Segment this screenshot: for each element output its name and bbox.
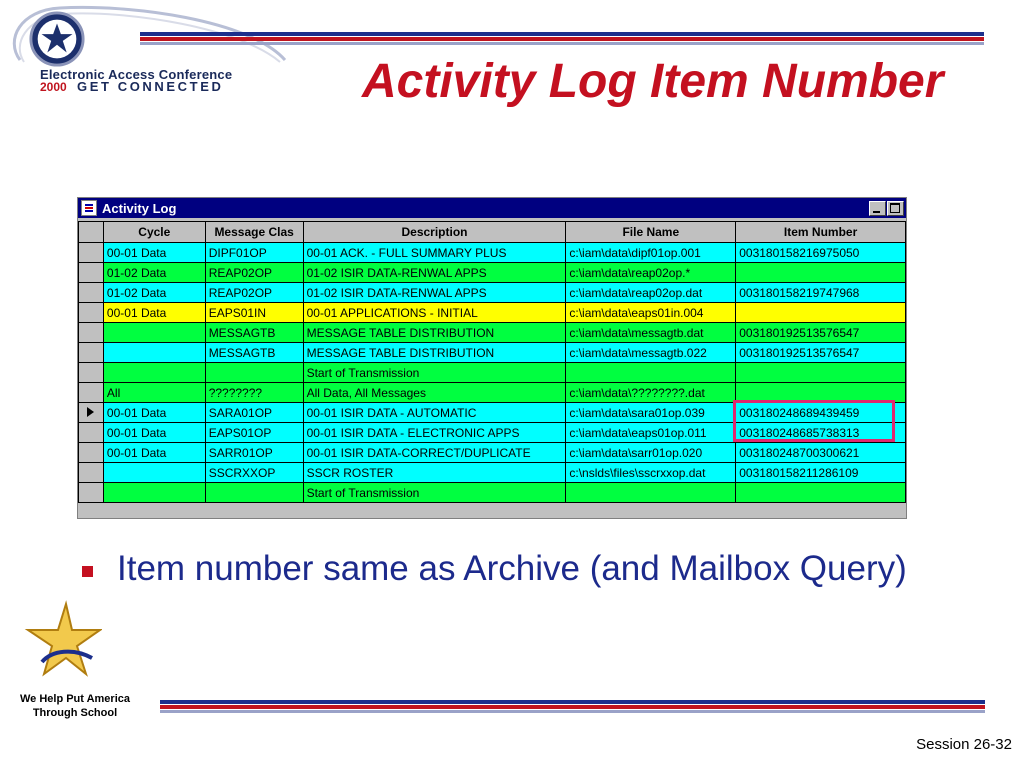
cell-file-name[interactable]: c:\nslds\files\sscrxxop.dat	[566, 463, 736, 483]
cell-cycle[interactable]: 00-01 Data	[103, 423, 205, 443]
cell-description[interactable]: MESSAGE TABLE DISTRIBUTION	[303, 323, 566, 343]
cell-description[interactable]: 01-02 ISIR DATA-RENWAL APPS	[303, 283, 566, 303]
cell-description[interactable]: Start of Transmission	[303, 363, 566, 383]
row-selector[interactable]	[79, 363, 104, 383]
table-row[interactable]	[79, 243, 906, 263]
cell-item-number[interactable]: 003180192513576547	[736, 343, 906, 363]
cell-cycle[interactable]	[103, 463, 205, 483]
cell-item-number[interactable]: 003180248700300621	[736, 443, 906, 463]
cell-cycle[interactable]	[103, 343, 205, 363]
cell-file-name[interactable]	[566, 483, 736, 503]
cell-file-name[interactable]: c:\iam\data\sara01op.039	[566, 403, 736, 423]
bullet-text: Item number same as Archive (and Mailbox Query)	[117, 549, 907, 588]
cell-description[interactable]: Start of Transmission	[303, 483, 566, 503]
cell-cycle[interactable]: 00-01 Data	[103, 303, 205, 323]
slogan-line-2: Through School	[32, 707, 118, 719]
cell-file-name[interactable]: c:\iam\data\eaps01op.011	[566, 423, 736, 443]
cell-message-class[interactable]	[205, 363, 303, 383]
cell-item-number[interactable]	[736, 363, 906, 383]
cell-file-name[interactable]: c:\iam\data\dipf01op.001	[566, 243, 736, 263]
table-row[interactable]	[79, 283, 906, 303]
app-icon	[81, 200, 97, 216]
conference-name: Electronic Access Conference	[40, 67, 233, 82]
row-selector[interactable]	[79, 243, 104, 263]
table-row[interactable]	[79, 483, 906, 503]
cell-cycle[interactable]	[103, 483, 205, 503]
cell-item-number[interactable]: 003180192513576547	[736, 323, 906, 343]
activity-log-window	[77, 197, 907, 519]
cell-item-number[interactable]	[736, 303, 906, 323]
cell-cycle[interactable]: 01-02 Data	[103, 283, 205, 303]
cell-message-class[interactable]	[205, 483, 303, 503]
footer-rule	[160, 700, 985, 713]
cell-description[interactable]: MESSAGE TABLE DISTRIBUTION	[303, 343, 566, 363]
cell-message-class[interactable]: DIPF01OP	[205, 243, 303, 263]
cell-message-class[interactable]: EAPS01OP	[205, 423, 303, 443]
row-selector[interactable]	[79, 383, 104, 403]
cell-description[interactable]: 01-02 ISIR DATA-RENWAL APPS	[303, 263, 566, 283]
column-header-item-number[interactable]: Item Number	[736, 222, 906, 243]
table-row[interactable]	[79, 463, 906, 483]
row-selector[interactable]	[79, 463, 104, 483]
cell-description[interactable]: 00-01 ISIR DATA-CORRECT/DUPLICATE	[303, 443, 566, 463]
row-selector[interactable]	[79, 483, 104, 503]
cell-description[interactable]: All Data, All Messages	[303, 383, 566, 403]
cell-description[interactable]: 00-01 ISIR DATA - AUTOMATIC	[303, 403, 566, 423]
cell-description[interactable]: 00-01 ISIR DATA - ELECTRONIC APPS	[303, 423, 566, 443]
row-selector[interactable]	[79, 323, 104, 343]
row-selector[interactable]	[79, 403, 104, 423]
window-title: Activity Log	[102, 200, 177, 216]
item-number-highlight	[733, 400, 895, 442]
cell-item-number[interactable]: 003180248689439459	[736, 403, 906, 423]
cell-message-class[interactable]: SSCRXXOP	[205, 463, 303, 483]
cell-message-class[interactable]: REAP02OP	[205, 263, 303, 283]
row-selector[interactable]	[79, 283, 104, 303]
header-rule	[140, 32, 984, 45]
cell-cycle[interactable]: All	[103, 383, 205, 403]
table-row[interactable]	[79, 363, 906, 383]
column-header-file-name[interactable]: File Name	[566, 222, 736, 243]
cell-file-name[interactable]: c:\iam\data\reap02op.dat	[566, 283, 736, 303]
activity-log-grid	[78, 221, 906, 503]
window-titlebar[interactable]	[78, 198, 906, 218]
cell-item-number[interactable]	[736, 263, 906, 283]
maximize-button[interactable]	[887, 201, 904, 216]
cell-message-class[interactable]: SARR01OP	[205, 443, 303, 463]
cell-cycle[interactable]	[103, 363, 205, 383]
table-row[interactable]	[79, 323, 906, 343]
cell-cycle[interactable]: 00-01 Data	[103, 243, 205, 263]
minimize-button[interactable]	[869, 201, 886, 216]
cell-message-class[interactable]: SARA01OP	[205, 403, 303, 423]
cell-file-name[interactable]: c:\iam\data\sarr01op.020	[566, 443, 736, 463]
cell-cycle[interactable]: 00-01 Data	[103, 403, 205, 423]
cell-description[interactable]: 00-01 APPLICATIONS - INITIAL	[303, 303, 566, 323]
slogan	[5, 692, 145, 720]
current-row-arrow-icon	[87, 407, 94, 417]
conference-seal-icon	[28, 10, 86, 68]
cell-file-name[interactable]	[566, 363, 736, 383]
row-selector[interactable]	[79, 423, 104, 443]
cell-file-name[interactable]: c:\iam\data\reap02op.*	[566, 263, 736, 283]
cell-description[interactable]: 00-01 ACK. - FULL SUMMARY PLUS	[303, 243, 566, 263]
table-row[interactable]	[79, 343, 906, 363]
cell-item-number[interactable]: 003180248685738313	[736, 423, 906, 443]
session-label: Session 26-32	[916, 736, 1012, 753]
cell-description[interactable]: SSCR ROSTER	[303, 463, 566, 483]
cell-item-number[interactable]: 003180158219747968	[736, 283, 906, 303]
row-selector[interactable]	[79, 443, 104, 463]
cell-file-name[interactable]: c:\iam\data\messagtb.dat	[566, 323, 736, 343]
column-header-cycle[interactable]: Cycle	[103, 222, 205, 243]
column-header-message-class[interactable]: Message Clas	[205, 222, 303, 243]
table-row[interactable]	[79, 303, 906, 323]
cell-cycle[interactable]	[103, 323, 205, 343]
cell-message-class[interactable]: ????????	[205, 383, 303, 403]
column-header-description[interactable]: Description	[303, 222, 566, 243]
cell-item-number[interactable]: 003180158216975050	[736, 243, 906, 263]
cell-message-class[interactable]: MESSAGTB	[205, 323, 303, 343]
table-row[interactable]	[79, 263, 906, 283]
row-selector-header[interactable]	[79, 222, 104, 243]
conference-tagline: GET CONNECTED	[77, 79, 224, 94]
cell-item-number[interactable]	[736, 483, 906, 503]
cell-cycle[interactable]: 00-01 Data	[103, 443, 205, 463]
cell-cycle[interactable]: 01-02 Data	[103, 263, 205, 283]
cell-file-name[interactable]: c:\iam\data\eaps01in.004	[566, 303, 736, 323]
row-selector[interactable]	[79, 343, 104, 363]
conference-year: 2000	[40, 80, 67, 94]
cell-file-name[interactable]: c:\iam\data\????????.dat	[566, 383, 736, 403]
cell-message-class[interactable]: MESSAGTB	[205, 343, 303, 363]
header-row	[79, 222, 906, 243]
row-selector[interactable]	[79, 303, 104, 323]
sfa-star-logo	[22, 600, 102, 690]
bullet-marker	[82, 566, 93, 577]
table-row[interactable]	[79, 443, 906, 463]
row-selector[interactable]	[79, 263, 104, 283]
cell-file-name[interactable]: c:\iam\data\messagtb.022	[566, 343, 736, 363]
cell-message-class[interactable]: EAPS01IN	[205, 303, 303, 323]
cell-item-number[interactable]: 003180158211286109	[736, 463, 906, 483]
slide-title: Activity Log Item Number	[362, 55, 944, 108]
cell-message-class[interactable]: REAP02OP	[205, 283, 303, 303]
slogan-line-1: We Help Put America	[19, 693, 131, 705]
